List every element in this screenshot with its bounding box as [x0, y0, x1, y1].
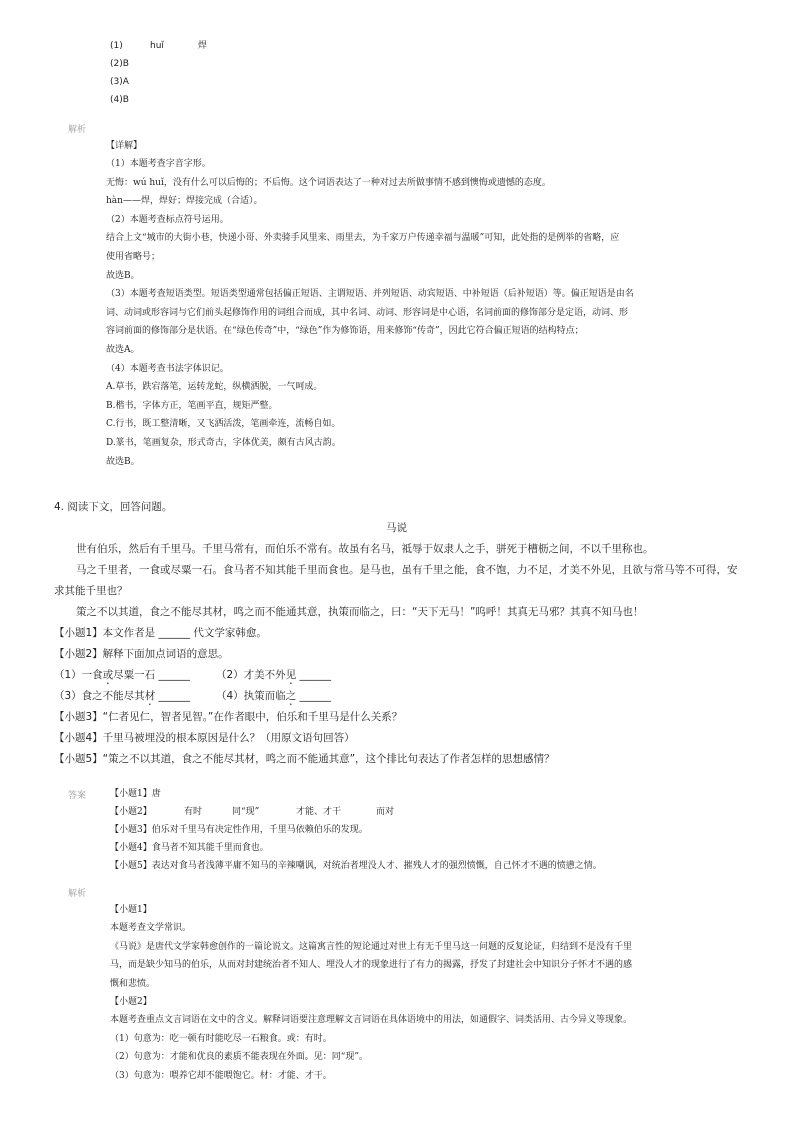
exp2-line: 本题考查重点文言词语在文中的含义。解释词语要注意理解文言词语在具体语境中的用法，如通假字、词类活用、古今异义等现象。: [110, 1015, 633, 1026]
sub-question-5: 【小题5】“策之不以其道，食之不能尽其材，鸣之而不能通其意”，这个排比句表达了作者怎样的思想感情？: [54, 753, 555, 765]
exp1-line: A.草书，跌宕落笔，运转龙蛇，纵横洒脱，一气呵成。: [106, 382, 323, 393]
answer-4: (4)B: [110, 95, 129, 105]
answer-sub-3: 【小题3】伯乐对千里马有决定性作用，千里马依赖伯乐的发现。: [110, 825, 368, 835]
answer-1-char: 焊: [198, 41, 208, 51]
answer-sub-2-item-2: 同“现”: [232, 807, 260, 817]
question-4-intro: 4. 阅读下文，回答问题。: [54, 501, 173, 513]
answer-sub-2-item-4: 而对: [376, 807, 395, 817]
sub-question-4: 【小题4】千里马被埋没的根本原因是什么？（用原文语句回答）: [54, 732, 355, 744]
passage-paragraph-2b: 求其能千里也？: [54, 585, 128, 597]
passage-paragraph-3: 策之不以其道，食之不能尽其材，鸣之而不能通其意，执策而临之，曰：“天下无马！”呜呼！其真无马邪？其真不知马也！: [76, 606, 644, 618]
sub-question-1: 【小题1】本文作者是 ______ 代文学家韩愈。: [54, 627, 267, 639]
dotted-word-3: 材: [144, 690, 156, 702]
exp1-line: hàn——焊，焊好；焊接完成（合适）。: [106, 196, 263, 207]
word-item-2: （2）才美不外见 ______: [216, 669, 332, 681]
answer-3: (3)A: [110, 77, 129, 87]
exp2-line: 马，而是缺少知马的伯乐，从而对封建统治者不知人、埋没人才的现象进行了有力的揭露，抒发了封建社会中知识分子怀才不遇的感: [110, 960, 633, 971]
exp1-line: 无悔：wú huǐ，没有什么可以后悔的；不后悔。这个词语表达了一种对过去所做事情不感到懊悔或遗憾的态度。: [106, 177, 551, 188]
answer-sub-2-item-3: 才能、才干: [296, 807, 342, 817]
exp1-line: （3）本题考查短语类型。短语类型通常包括偏正短语、主谓短语、并列短语、动宾短语、中补短语（后补短语）等。偏正短语是由名: [106, 289, 634, 300]
exp1-line: C.行书，既工整清晰，又飞洒活泼，笔画牵连，流畅自如。: [106, 419, 341, 430]
answer-sub-5: 【小题5】表达对食马者浅薄平庸不知马的辛辣嘲讽，对统治者埋没人才、摧残人才的强烈愤慨，自己怀才不遇的愤懑之情。: [110, 861, 602, 871]
passage-title: 马说: [386, 522, 407, 534]
exp1-line: 使用省略号；: [106, 252, 161, 262]
word-item-3: （3）食之不能尽其材 ______: [54, 690, 191, 702]
answer-1-pinyin: huǐ: [150, 41, 164, 51]
answer-label: 答案: [68, 791, 87, 801]
exp1-line: B.楷书，字体方正，笔画平直，规矩严整。: [106, 400, 278, 411]
exp2-line: 【小题1】: [110, 905, 152, 915]
exp1-line: 故选B。: [106, 270, 140, 281]
passage-paragraph-1: 世有伯乐，然后有千里马。千里马常有，而伯乐不常有。故虽有名马，祗辱于奴隶人之手，骈死于槽枥之间，不以千里称也。: [76, 543, 654, 555]
exp1-line: （2）本题考查标点符号运用。: [106, 214, 229, 225]
answer-sub-1: 【小题1】唐: [110, 789, 161, 799]
exp2-line: （2）句意为：才能和优良的素质不能表现在外面。见：同“现”。: [110, 1052, 368, 1063]
exp2-line: （1）句意为：吃一顿有时能吃尽一石粮食。或：有时。: [110, 1033, 332, 1044]
dotted-word-1: 或: [102, 669, 114, 681]
exp1-line: 结合上文“城市的大街小巷，快递小哥、外卖骑手风里来、雨里去，为千家万户传递幸福与温暖”可知，此处指的是例举的省略，应: [106, 233, 620, 244]
exp1-line: 词、动词或形容词与它们前头起修饰作用的词组合而成，其中名词、动词、形容词是中心语，名词前面的修饰部分是定语，动词、形: [106, 307, 629, 318]
dotted-word-2: 见: [285, 669, 297, 681]
exp1-line: （1）本题考查字音字形。: [106, 159, 211, 169]
exp2-line: 本题考查文学常识。: [110, 923, 192, 934]
explanation-2-label: 解析: [68, 889, 87, 899]
passage-paragraph-2a: 马之千里者，一食或尽粟一石。食马者不知其能千里而食也。是马也，虽有千里之能，食不饱，力不足，才美不外见，且欲与常马等不可得，安: [76, 564, 738, 576]
exp2-line: 《马说》是唐代文学家韩愈创作的一篇论说文。这篇寓言性的短论通过对世上有无千里马这一问题的反复论证，归结到不是没有千里: [110, 941, 633, 952]
exp1-line: D.篆书，笔画复杂，形式奇古，字体优美，颇有古风古韵。: [106, 438, 341, 448]
explanation-1-heading: 【详解】: [106, 141, 143, 151]
answer-sub-4: 【小题4】食马者不知其能千里而食也。: [110, 843, 269, 853]
dotted-word-4: 之: [285, 690, 297, 702]
word-item-4: （4）执策而临之 ______: [216, 690, 332, 702]
answer-sub-2-label: 【小题2】: [110, 807, 152, 817]
exp2-line: （3）句意为：喂养它却不能喂饱它。材：才能、才干。: [110, 1070, 332, 1081]
answer-2: (2)B: [110, 59, 129, 69]
sub-question-3: 【小题3】“仁者见仁，智者见智。”在作者眼中，伯乐和千里马是什么关系？: [54, 711, 403, 723]
exp1-line: 故选A。: [106, 345, 140, 355]
word-item-1: （1）一食或尽粟一石 ______: [54, 669, 191, 681]
answer-1-number: (1): [110, 41, 123, 51]
answer-sub-2-item-1: 有时: [184, 807, 203, 817]
explanation-label: 解析: [68, 125, 87, 135]
exp2-line: 慨和悲愤。: [110, 978, 156, 989]
exp2-line: 【小题2】: [110, 997, 152, 1007]
exp1-line: （4）本题考查书法字体识记。: [106, 363, 229, 374]
exp1-line: 容词前面的修饰部分是状语。在“绿色传奇”中，“绿色”作为修饰语，用来修饰“传奇”，因此它符合偏正短语的结构特点；: [106, 326, 584, 337]
sub-question-2: 【小题2】解释下面加点词语的意思。: [54, 648, 229, 660]
exp1-line: 故选B。: [106, 456, 140, 467]
